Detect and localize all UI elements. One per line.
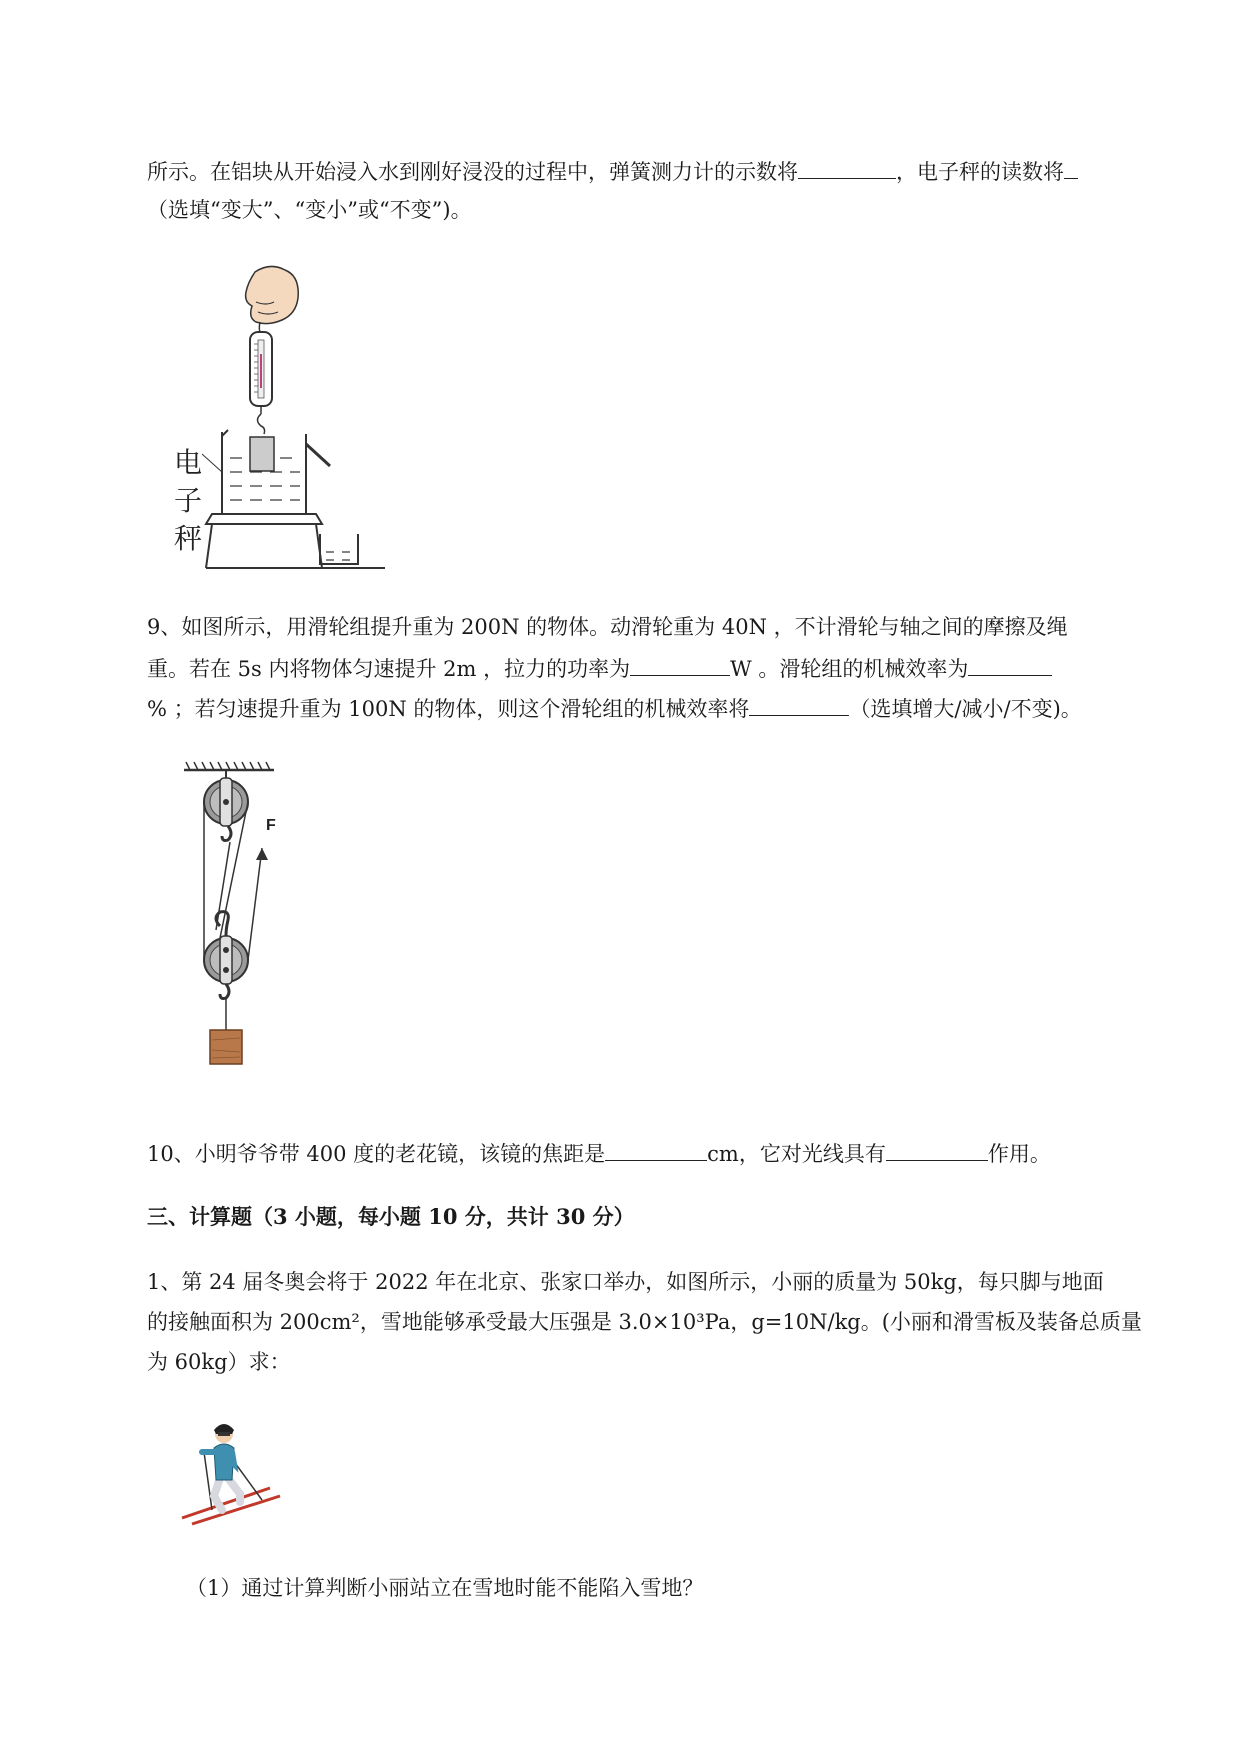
q9-line-3	[147, 693, 1082, 723]
q9-efficiency-blank[interactable]	[968, 653, 1052, 676]
pulley-figure	[176, 760, 296, 1100]
q9-text-b: W 。滑轮组的机械效率为	[730, 657, 969, 681]
q8-line-2: （选填“变大”、“变小”或“不变”)。	[147, 198, 472, 222]
electronic-scale	[206, 514, 322, 524]
q8-text-b: ，电子秤的读数将	[896, 160, 1064, 184]
q9-text-a: 重。若在 5s 内将物体匀速提升 2m ，拉力的功率为	[147, 657, 631, 681]
q10-text-a: 10、小明爷爷带 400 度的老花镜，该镜的焦距是	[147, 1142, 606, 1166]
small-beaker	[320, 534, 358, 564]
q10-focal-blank[interactable]	[605, 1138, 707, 1161]
q9-text-d: （选填增大/减小/不变)。	[849, 697, 1082, 721]
calc1-line-3: 为 60kg）求：	[147, 1350, 291, 1374]
q10-effect-blank[interactable]	[886, 1138, 988, 1161]
aluminum-block	[250, 437, 274, 471]
hand-icon	[246, 266, 299, 323]
q8-answer-blank-2[interactable]	[1064, 156, 1078, 179]
q9-power-blank[interactable]	[630, 653, 730, 676]
force-label: F	[266, 817, 276, 834]
calc1-line-1: 1、第 24 届冬奥会将于 2022 年在北京、张家口举办，如图所示，小丽的质量为 50kg，每只脚与地面	[147, 1270, 1104, 1294]
calc1-line-2: 的接触面积为 200cm²，雪地能够承受最大压强是 3.0×10³Pa，g=10N/kg。(小丽和滑雪板及装备总质量	[147, 1310, 1142, 1334]
spring-scale-figure	[170, 262, 400, 572]
skier-figure	[178, 1418, 288, 1528]
weight-block	[210, 1030, 242, 1064]
q8-answer-blank-1[interactable]	[798, 156, 896, 179]
scale-label-3: 秤	[174, 522, 203, 555]
q10-line	[147, 1138, 1051, 1168]
q10-text-b: cm，它对光线具有	[707, 1142, 886, 1166]
q9-line-2	[147, 653, 1052, 683]
scale-label-2: 子	[174, 484, 203, 517]
section-heading: 三、计算题（3 小题，每小题 10 分，共计 30 分）	[147, 1204, 635, 1229]
q9-change-blank[interactable]	[749, 693, 849, 716]
scale-label-1: 电	[174, 446, 203, 479]
q8-line-1	[147, 156, 1078, 186]
q8-text-a: 所示。在铝块从开始浸入水到刚好浸没的过程中，弹簧测力计的示数将	[147, 160, 798, 184]
q9-line-1: 9、如图所示，用滑轮组提升重为 200N 的物体。动滑轮重为 40N ，不计滑轮与轴之间的摩擦及绳	[147, 615, 1068, 639]
q10-text-c: 作用。	[987, 1142, 1051, 1166]
calc1-subquestion-1: （1）通过计算判断小丽站立在雪地时能不能陷入雪地？	[186, 1576, 704, 1600]
q9-text-c: % ；若匀速提升重为 100N 的物体，则这个滑轮组的机械效率将	[147, 697, 750, 721]
